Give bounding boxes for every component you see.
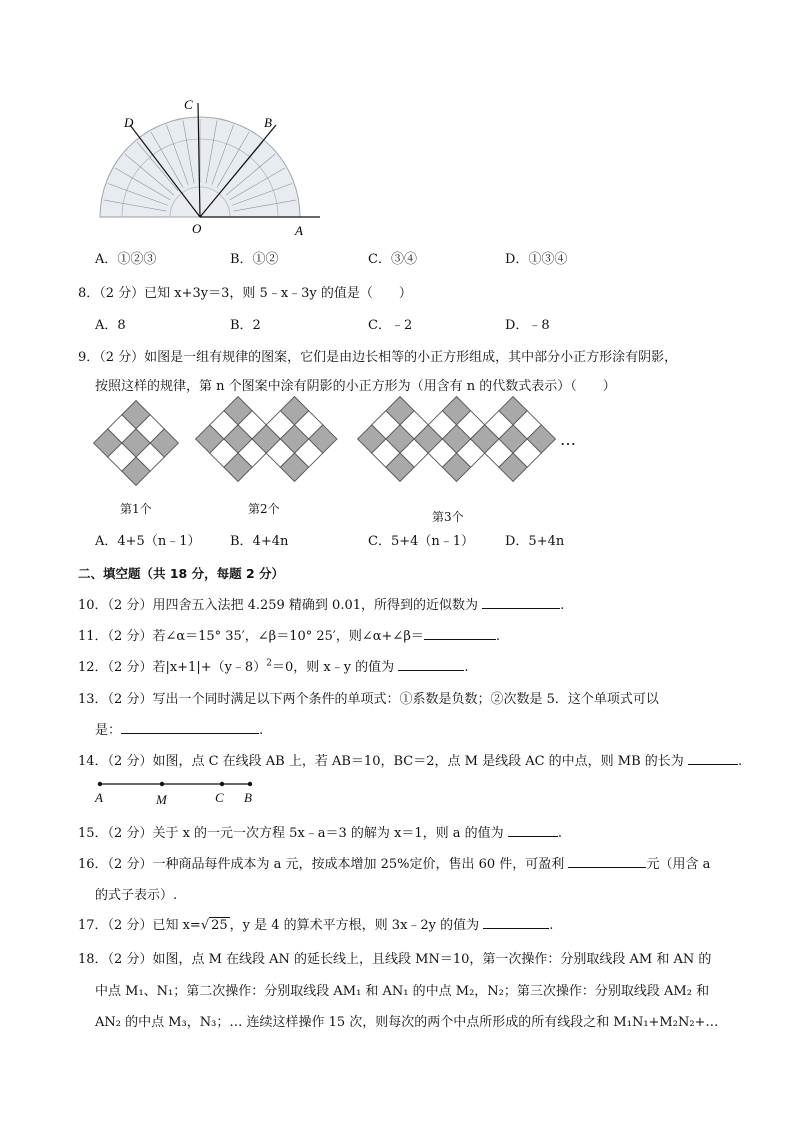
q13-end: . <box>259 723 264 738</box>
q8-option-b: B．2 <box>230 318 261 333</box>
sqrt-sign-icon: √ <box>200 918 210 933</box>
q18-line2: 中点 M₁、N₁；第二次操作：分别取线段 AM₁ 和 AN₁ 的中点 M₂，N₂；第三次操作：分别取线段 AM₂ 和 <box>95 984 710 999</box>
q9-ellipsis: … <box>560 430 576 449</box>
q14-answer-blank[interactable] <box>688 752 738 765</box>
q17-radicand: 25 <box>211 918 228 933</box>
point-C <box>220 782 224 786</box>
q13-text: 是： <box>95 723 122 738</box>
q12-text-mid: ＝0，则 x﹣y 的值为 <box>271 660 399 675</box>
q15-answer-blank[interactable] <box>508 824 558 837</box>
q15-end: . <box>557 826 562 841</box>
q14-segment-figure <box>92 778 262 808</box>
q7-option-c: C．③④ <box>368 252 417 267</box>
q17-end: . <box>549 918 554 933</box>
q12-text: 12．（2 分）若|x+1|+（y﹣8） <box>78 660 267 675</box>
q13-line2 <box>95 719 263 738</box>
q8-option-a: A．8 <box>95 318 126 333</box>
q16-text: 16．（2 分）一种商品每件成本为 a 元，按成本增加 25%定价，售出 60 件，可盈利 <box>78 857 569 872</box>
q8-option-c: C．﹣2 <box>368 318 413 333</box>
q10 <box>78 594 564 613</box>
q9-stem-line1: 9．（2 分）如图是一组有规律的图案，它们是由边长相等的小正方形组成，其中部分小正方形涂有阴影， <box>78 350 678 365</box>
q11-end: . <box>495 629 500 644</box>
q8-option-d: D．﹣8 <box>505 318 550 333</box>
q9-caption-1: 第1个 <box>120 502 152 516</box>
q17-text: 17．（2 分）已知 x= <box>78 918 201 933</box>
q16-text-end: 元（用含 a <box>646 857 711 872</box>
q18-line1: 18．（2 分）如图，点 M 在线段 AN 的延长线上，且线段 MN＝10，第一次操作：分别取线段 AM 和 AN 的 <box>78 952 712 967</box>
q17 <box>78 914 553 933</box>
q12-exponent: 2 <box>266 658 272 669</box>
q9-option-d: D．5+4n <box>505 534 565 549</box>
q18-line3: AN₂ 的中点 M₃，N₃；… 连续这样操作 15 次，则每次的两个中点所形成的所有线段之和 M₁N₁+M₂N₂+… <box>95 1015 719 1030</box>
label-O: O <box>192 221 202 236</box>
q7-option-a: A．①②③ <box>95 252 157 267</box>
q12-answer-blank[interactable] <box>398 658 464 671</box>
label-B: B <box>264 115 272 130</box>
q14 <box>78 750 742 769</box>
label-D: D <box>124 115 134 130</box>
q11 <box>78 625 500 644</box>
q11-text: 11．（2 分）若∠α＝15° 35′，∠β＝10° 25′，则∠α+∠β＝ <box>78 629 424 644</box>
q7-option-b: B．①② <box>230 252 279 267</box>
q12 <box>78 656 468 675</box>
label-C: C <box>184 97 193 112</box>
q13-line1: 13．（2 分）写出一个同时满足以下两个条件的单项式：①系数是负数；②次数是 5．这个单项式可以 <box>78 692 659 707</box>
q16-answer-blank[interactable] <box>568 855 646 868</box>
q9-patterns <box>88 395 588 495</box>
pattern-unit-3 <box>252 397 337 482</box>
point-A <box>98 782 102 786</box>
q9-caption-3: 第3个 <box>432 510 464 524</box>
q14-text: 14．（2 分）如图，点 C 在线段 AB 上，若 AB＝10，BC＝2，点 M 是线段 AC 的中点，则 MB 的长为 <box>78 754 688 769</box>
protractor-figure <box>90 95 330 240</box>
q14-label-C: C <box>215 790 224 805</box>
q8-stem: 8．（2 分）已知 x+3y＝3，则 5﹣x﹣3y 的值是（ ） <box>78 286 412 301</box>
q10-text: 10．（2 分）用四舍五入法把 4.259 精确到 0.01，所得到的近似数为 <box>78 598 483 613</box>
q16-line2: 的式子表示）. <box>95 888 178 903</box>
q10-end: . <box>560 598 565 613</box>
q13-answer-blank[interactable] <box>121 721 259 734</box>
q12-end: . <box>464 660 469 675</box>
q9-option-b: B．4+4n <box>230 534 289 549</box>
q17-answer-blank[interactable] <box>483 916 549 929</box>
q14-end: . <box>737 754 743 769</box>
q15 <box>78 822 562 841</box>
q9-option-c: C．5+4（n﹣1） <box>368 534 475 549</box>
q9-stem-line2: 按照这样的规律，第 n 个图案中涂有阴影的小正方形为（用含有 n 的代数式表示）（ ） <box>95 379 616 394</box>
point-B <box>248 782 252 786</box>
q16 <box>78 853 710 872</box>
q7-option-d: D．①③④ <box>505 252 568 267</box>
point-M <box>160 782 164 786</box>
q14-label-B: B <box>244 790 252 805</box>
q14-label-A: A <box>95 790 103 805</box>
q10-answer-blank[interactable] <box>482 596 560 609</box>
pattern-unit-6 <box>471 397 556 482</box>
q15-text: 15．（2 分）关于 x 的一元一次方程 5x﹣a＝3 的解为 x＝1，则 a 的值为 <box>78 826 508 841</box>
q11-answer-blank[interactable] <box>424 627 496 640</box>
pattern-unit-1 <box>94 401 179 486</box>
section-heading: 二、填空题（共 18 分，每题 2 分） <box>78 566 285 581</box>
q9-option-a: A．4+5（n﹣1） <box>95 534 201 549</box>
q17-text-mid: ，y 是 4 的算术平方根，则 3x﹣2y 的值为 <box>229 918 484 933</box>
q9-caption-2: 第2个 <box>248 502 280 516</box>
q14-label-M: M <box>156 792 167 807</box>
label-A: A <box>295 223 303 238</box>
